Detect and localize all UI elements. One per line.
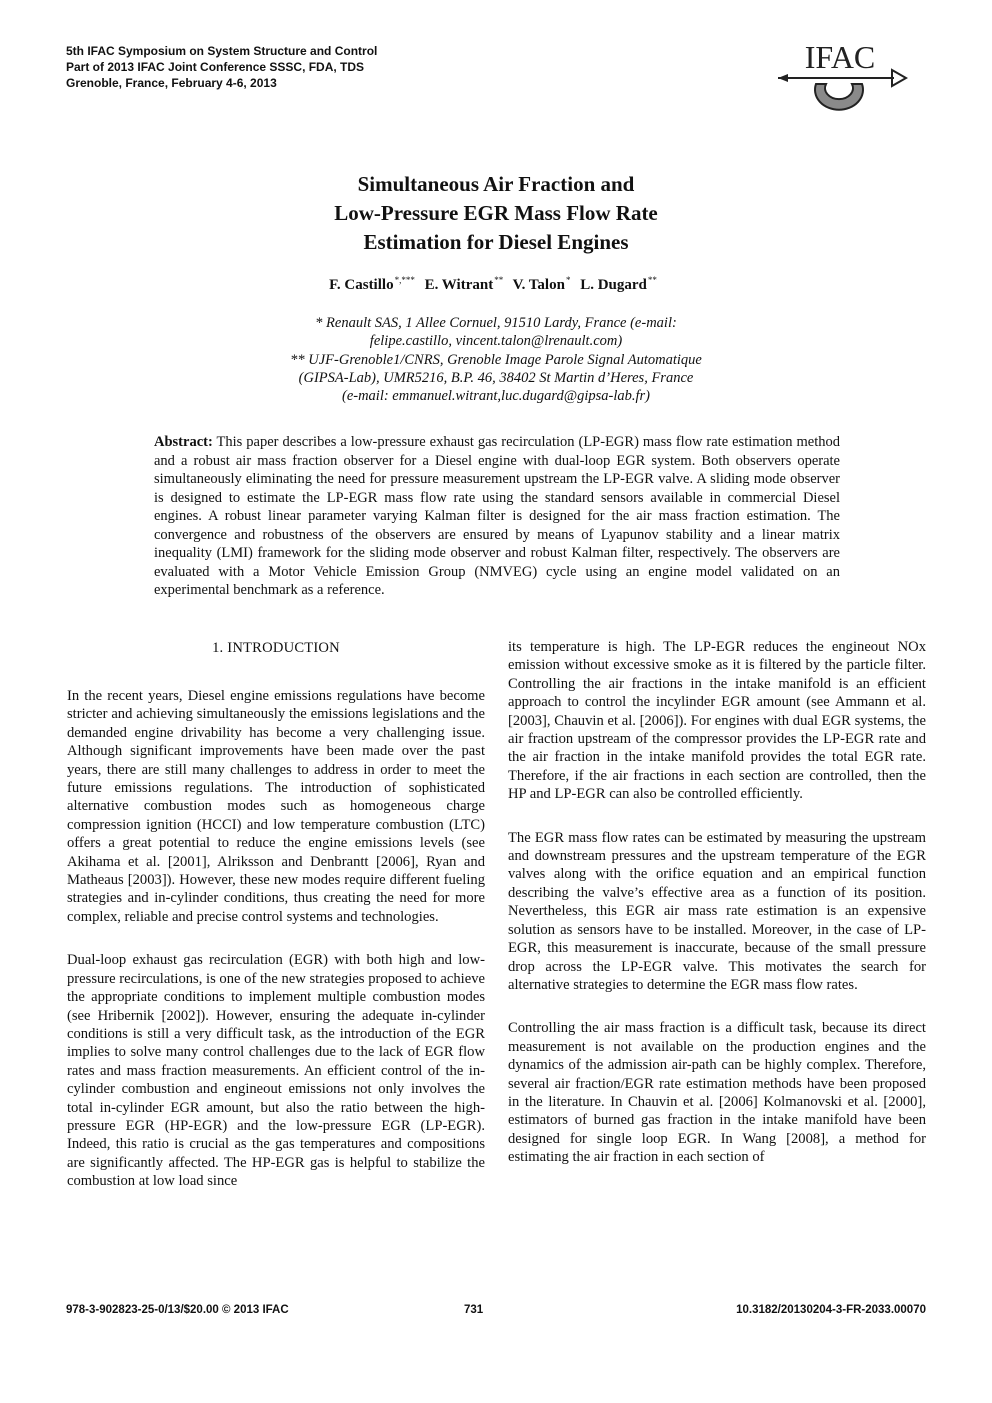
body-paragraph: Controlling the air mass fraction is a difficult task, because its direct measurement is not available on the production engines and the dynamics of the admission air-path can be highly complex. Therefore, several air fraction/EGR rate estimation methods have been proposed in the literature. In Chauvin et al. [2006] Kolmanovski et al. [2000], estimators of burned gas fraction in the intake manifold have been designed for single loop EGR. In Wang [2008], a method for estimating the air fraction in each section of [508,1020,926,1166]
abstract [154,433,840,600]
author-list [160,275,832,294]
paper-title [160,170,832,257]
left-column [67,638,485,1216]
affiliation-line: ** UJF-Grenoble1/CNRS, Grenoble Image Parole Signal Automatique [290,351,702,368]
author-name: L. Dugard [580,277,647,293]
body-paragraph: Dual-loop exhaust gas recirculation (EGR) with both high and low-pressure recirculations, is one of the new strategies proposed to achieve the appropriate conditions to implement multiple combustion modes (see Hribernik [2002]). However, ensuring the adequate in-cylinder conditions is still a very difficult task, as the introduction of the EGR implies to solve many control challenges due to the lack of EGR flow rates and mass fraction measurements. An efficient control of the in-cylinder combustion and engineout emissions not only involves the total in-cylinder EGR amount, but also the ratio between the high-pressure EGR (HP-EGR) and the low-pressure EGR (LP-EGR). Indeed, this ratio is crucial as the gas temperatures and compositions are significantly affected. The HP-EGR gas is helpful to stabilize the combustion at low load since [67,952,485,1190]
page-number: 731 [464,1304,484,1316]
author-name: V. Talon [512,277,565,293]
conference-header [66,43,466,91]
title-line-2: Low-Pressure EGR Mass Flow Rate [334,201,658,225]
author-mark: ** [494,275,504,285]
affiliations [160,314,832,405]
abstract-label: Abstract: [154,434,213,450]
affiliation-line: felipe.castillo, vincent.talon@lrenault.com) [369,333,623,350]
title-line-1: Simultaneous Air Fraction and [357,172,635,196]
author-mark: ** [647,275,657,285]
affiliation-line: (GIPSA-Lab), UMR5216, B.P. 46, 38402 St Martin d’Heres, France [298,369,694,386]
ifac-logo [776,38,908,128]
logo-arrow-tail [778,74,788,82]
right-column [508,638,926,1192]
body-paragraph: In the recent years, Diesel engine emissions regulations have become stricter and achieving simultaneously the emissions legislations and the demanded engine drivability has become a very challenging issue. Although significant improvements have been made over the past years, there are still many challenges to address in order to meet the future emissions regulations. The introduction of sophisticated alternative combustion modes such as homogeneous charge compression ignition (HCCI) and low temperature combustion (LTC) offers a great potential to reduce the engine emissions levels (see Akihama et al. [2001], Alriksson and Denbrantt [2006], Ryan and Matheaus [2003]). However, these new modes require different fueling strategies and in-cylinder conditions, thus creating the need for more complex, reliable and precise control systems and technologies. [67,688,485,925]
title-line-3: Estimation for Diesel Engines [363,230,629,254]
abstract-text: This paper describes a low-pressure exhaust gas recirculation (LP-EGR) mass flow rate estimation method and a robust air mass fraction observer for a Diesel engine with dual-loop EGR system. Both observers operate simultaneously eliminating the need for pressure measurement upstream the LP-EGR valve. A sliding mode observer is designed to estimate the LP-EGR mass flow rate using the standard sensors available in commercial Diesel engines. A robust linear parameter varying Kalman filter is designed for the air mass fraction estimation. The convergence and robustness of the observers are ensured by means of Lyapunov stability and a linear matrix inequality (LMI) framework for the sliding mode observer and robust Kalman filter, respectively. The observers are evaluated with a Motor Vehicle Emission Group (NMVEG) cycle using an engine model validated on an experimental benchmark as a reference. [154,434,840,598]
footer-doi: 10.3182/20130204-3-FR-2033.00070 [736,1304,926,1316]
body-paragraph: its temperature is high. The LP-EGR reduces the engineout NOx emission without excessive smoke as it is filtered by the particle filter. Controlling the air fractions in the intake manifold is an efficient approach to control the incylinder EGR amount (see Ammann et al. [2003], Chauvin et al. [2006]). For engines with dual EGR systems, the air fraction upstream of the compressor provides the LP-EGR rate and the air fraction in the intake manifold provides the total EGR rate. Therefore, if the air fractions in each section are controlled, then the HP and LP-EGR can also be controlled efficiently. [508,639,926,803]
author-mark: *,*** [394,275,415,285]
logo-arrow-head [892,70,906,86]
body-paragraph: The EGR mass flow rates can be estimated by measuring the upstream and downstream pressures and the upstream temperature of the EGR valves along with the orifice equation and an empirical function describing the valve’s effective area as a function of its position. Nevertheless, this EGR air mass rate estimation is an expensive solution as sensors have to be installed. Moreover, in the case of LPEGR, this measurement is inaccurate, because of the small pressure drop across the LP-EGR valve. This motivates the search for alternative strategies to determine the EGR mass flow rates. [508,829,926,993]
author-name: E. Witrant [424,277,494,293]
affiliation-line: * Renault SAS, 1 Allee Cornuel, 91510 Lardy, France (e-mail: [315,315,677,331]
header-line-1: 5th IFAC Symposium on System Structure and Control [66,44,378,58]
header-line-3: Grenoble, France, February 4-6, 2013 [66,76,277,90]
author-mark: * [565,275,571,285]
footer-isbn: 978-3-902823-25-0/13/$20.00 © 2013 IFAC [66,1304,289,1316]
logo-ring [815,84,863,110]
section-heading: 1. INTRODUCTION [212,640,340,656]
affiliation-line: (e-mail: emmanuel.witrant,luc.dugard@gipsa-lab.fr) [341,388,650,405]
author-name: F. Castillo [329,277,394,293]
ifac-logo-text: IFAC [804,39,876,75]
header-line-2: Part of 2013 IFAC Joint Conference SSSC, FDA, TDS [66,60,365,74]
